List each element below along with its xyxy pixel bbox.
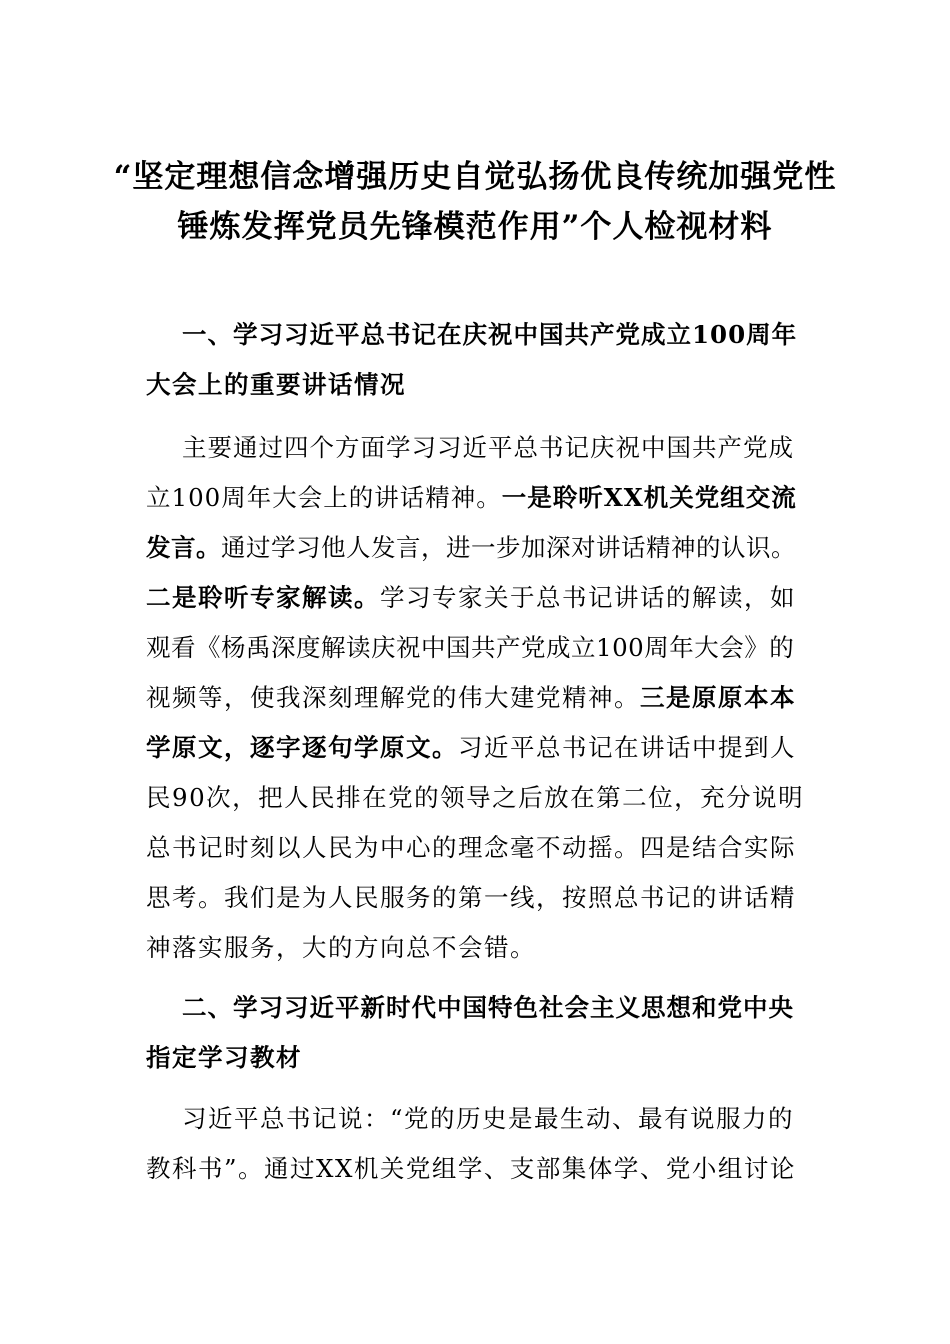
text-run: 通过学习他人发言，进一步加深对讲话精神的认识。	[221, 533, 796, 562]
text-run: 视频等，使我深刻理解党的伟大建党精神。	[146, 683, 640, 712]
section-1-paragraph-line	[146, 531, 796, 565]
document-title-line-1: “坚定理想信念增强历史自觉弘扬优良传统加强党性	[113, 159, 837, 195]
section-1-paragraph-line: 观看《杨禹深度解读庆祝中国共产党成立100周年大会》的	[146, 633, 795, 662]
text-run: 学习专家关于总书记讲话的解读，如	[380, 583, 796, 612]
section-1-paragraph-line: 总书记时刻以人民为中心的理念毫不动摇。四是结合实际	[146, 833, 796, 862]
section-1-paragraph-line	[146, 481, 797, 515]
section-2-heading-line-2: 指定学习教材	[146, 1043, 302, 1072]
document-title-line-2: 锤炼发挥党员先锋模范作用”个人检视材料	[177, 209, 773, 245]
section-1-paragraph-line: 神落实服务，大的方向总不会错。	[146, 933, 536, 962]
emphasis-run: 一是聆听XX机关党组交流	[501, 483, 797, 512]
section-1-heading-line-2: 大会上的重要讲话情况	[146, 370, 406, 399]
emphasis-run: 二是聆听专家解读。	[146, 583, 380, 612]
section-1-paragraph-line: 主要通过四个方面学习习近平总书记庆祝中国共产党成	[182, 433, 794, 462]
emphasis-run: 发言。	[146, 533, 221, 562]
emphasis-run: 三是原原本本	[640, 683, 796, 712]
text-run: 立100周年大会上的讲话精神。	[146, 483, 502, 512]
section-1-heading-line-1: 一、学习习近平总书记在庆祝中国共产党成立100周年	[182, 320, 798, 349]
section-2-paragraph-line: 教科书”。通过XX机关党组学、支部集体学、党小组讨论	[146, 1154, 796, 1183]
section-2-paragraph-line: 习近平总书记说：“党的历史是最生动、最有说服力的	[182, 1104, 795, 1133]
section-1-paragraph-line: 思考。我们是为人民服务的第一线，按照总书记的讲话精	[146, 883, 796, 912]
text-run: 习近平总书记在讲话中提到人	[458, 733, 796, 762]
section-1-paragraph-line	[146, 731, 796, 765]
section-2-heading-line-1: 二、学习习近平新时代中国特色社会主义思想和党中央	[182, 993, 794, 1022]
emphasis-run: 学原文，逐字逐句学原文。	[146, 733, 458, 762]
section-1-paragraph-line	[146, 581, 796, 615]
section-1-paragraph-line	[146, 681, 796, 715]
section-1-paragraph-line: 民90次，把人民排在党的领导之后放在第二位，充分说明	[146, 783, 805, 812]
